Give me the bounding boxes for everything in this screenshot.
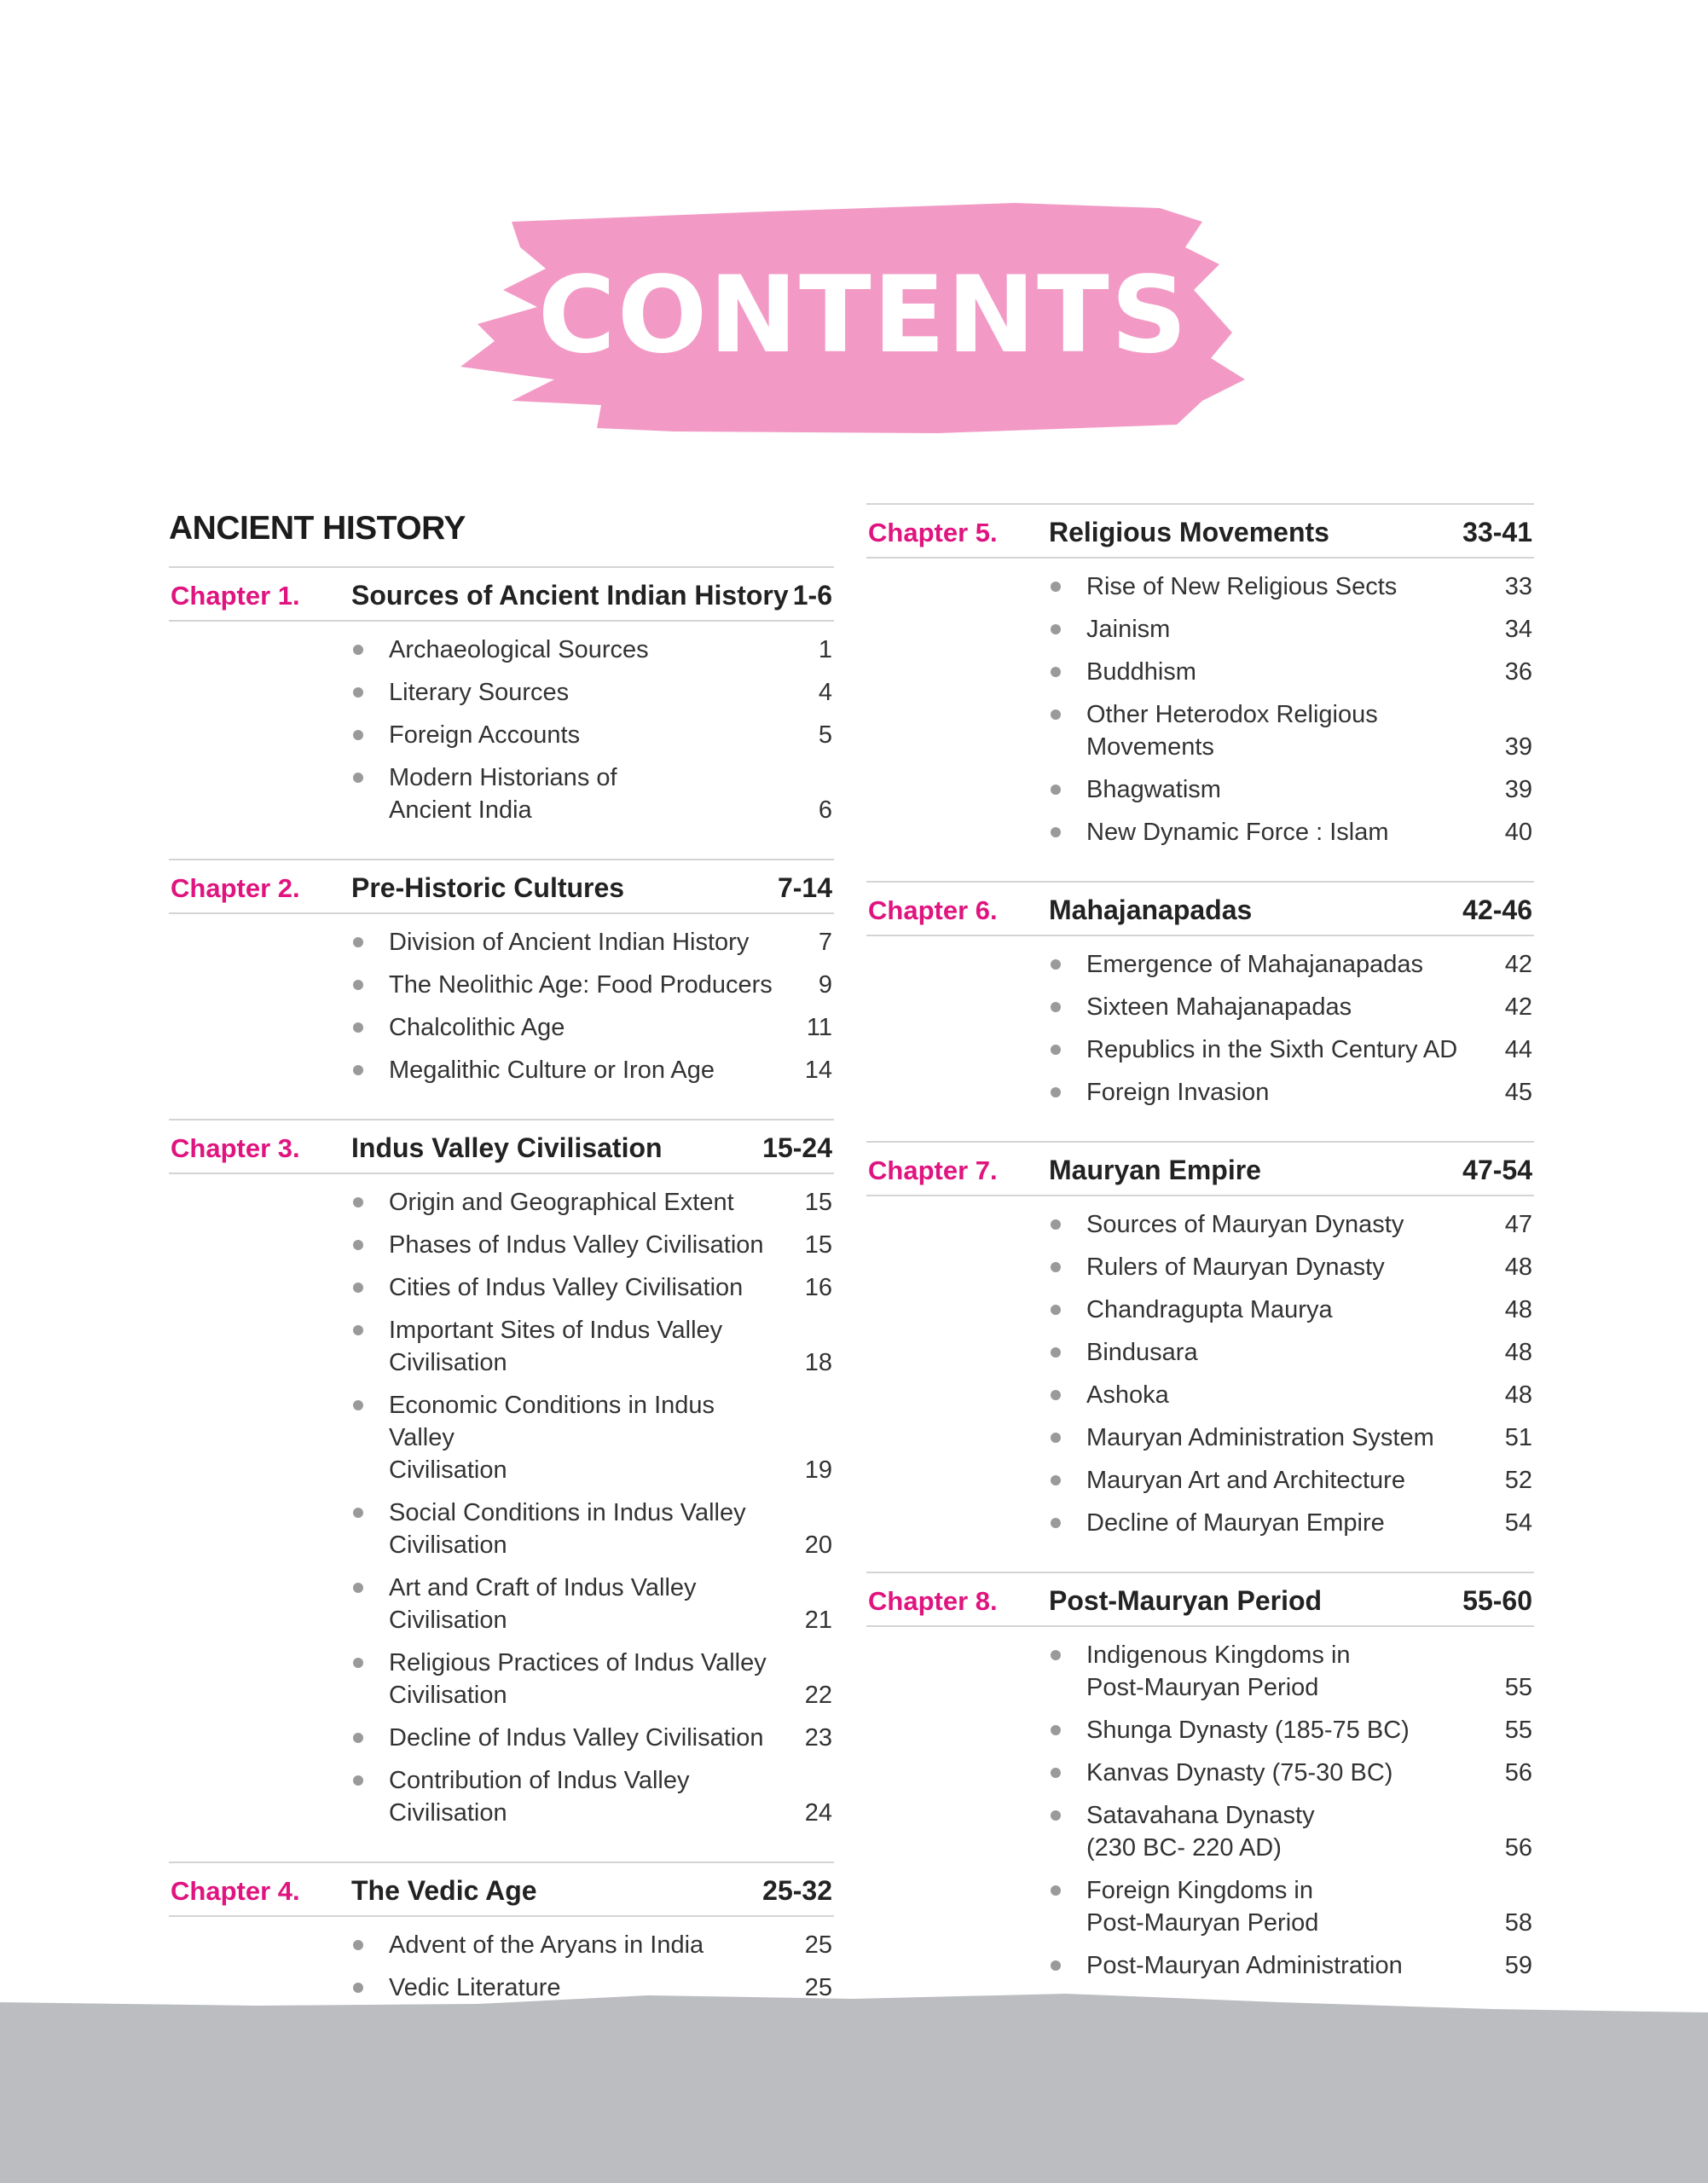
chapter-page-range: 15-24: [762, 1132, 832, 1163]
topic-text: Modern Historians of Ancient India: [389, 764, 617, 824]
topic-item[interactable]: [169, 1225, 834, 1268]
bullet-icon: [353, 980, 363, 990]
topic-item[interactable]: [866, 1205, 1534, 1248]
bullet-icon: [353, 1240, 363, 1250]
topic-item[interactable]: [169, 1051, 834, 1093]
topic-page-number: 25: [804, 1974, 832, 2001]
topic-text: Sixteen Mahajanapadas: [1086, 993, 1352, 1021]
topic-text: Advent of the Aryans in India: [389, 1931, 704, 1959]
bullet-icon: [1051, 1305, 1061, 1315]
topic-page-number: 39: [1504, 776, 1532, 803]
bullet-icon: [1051, 1810, 1061, 1821]
topic-text: Literary Sources: [389, 679, 570, 706]
topic-item[interactable]: [866, 1248, 1534, 1290]
bullet-icon: [353, 1775, 363, 1786]
topic-page-number: 15: [804, 1189, 832, 1216]
topic-page-number: 54: [1504, 1509, 1532, 1537]
topic-page-number: 48: [1504, 1381, 1532, 1409]
chapter-title: Mauryan Empire: [1049, 1155, 1261, 1185]
topic-item[interactable]: [866, 1711, 1534, 1753]
topic-list: [866, 945, 1534, 1115]
topic-item[interactable]: [169, 1643, 834, 1718]
topic-page-number: 21: [804, 1607, 832, 1634]
topic-item[interactable]: [169, 1386, 834, 1493]
topic-text: Jainism: [1086, 616, 1171, 643]
chapter-block: [866, 1572, 1534, 2014]
topic-text: Republics in the Sixth Century AD: [1086, 1036, 1458, 1063]
topic-text: Economic Conditions in Indus Valley Civilisation: [389, 1392, 715, 1484]
footer-brush-shape: [0, 1987, 1708, 2183]
topic-list: [169, 630, 834, 833]
bullet-icon: [1051, 667, 1061, 677]
topic-list: [866, 1636, 1534, 1989]
topic-page-number: 36: [1504, 658, 1532, 686]
topic-text: Contribution of Indus Valley Civilisation: [389, 1767, 690, 1827]
topic-item[interactable]: [866, 987, 1534, 1030]
topic-item[interactable]: [169, 630, 834, 673]
bullet-icon: [1051, 1347, 1061, 1358]
topic-text: Religious Practices of Indus Valley Civilisation: [389, 1649, 767, 1709]
topic-page-number: 51: [1504, 1424, 1532, 1451]
topic-text: Social Conditions in Indus Valley Civilisation: [389, 1499, 746, 1559]
topic-item[interactable]: [866, 770, 1534, 813]
topic-page-number: 15: [804, 1231, 832, 1259]
chapter-page-range: 25-32: [762, 1875, 832, 1906]
chapter-label: Chapter 6.: [868, 895, 998, 925]
topic-page-number: 58: [1504, 1909, 1532, 1937]
topic-page-number: 48: [1504, 1339, 1532, 1366]
topic-page-number: 45: [1504, 1079, 1532, 1106]
bullet-icon: [1051, 827, 1061, 837]
topic-page-number: 19: [804, 1456, 832, 1484]
topic-text: Kanvas Dynasty (75-30 BC): [1086, 1759, 1393, 1786]
chapter-title: Sources of Ancient Indian History: [351, 580, 789, 611]
topic-page-number: 16: [804, 1274, 832, 1301]
bullet-icon: [353, 1022, 363, 1033]
topic-text: Art and Craft of Indus Valley Civilisation: [389, 1574, 697, 1634]
bullet-icon: [353, 1325, 363, 1335]
topic-item[interactable]: [866, 1375, 1534, 1418]
topic-text: Buddhism: [1086, 658, 1196, 686]
bullet-icon: [1051, 582, 1061, 592]
topic-text: Mauryan Art and Architecture: [1086, 1467, 1405, 1494]
bullet-icon: [1051, 785, 1061, 795]
topic-item[interactable]: [169, 673, 834, 715]
chapter-title: The Vedic Age: [351, 1875, 537, 1906]
topic-page-number: 18: [804, 1349, 832, 1376]
chapter-page-range: 55-60: [1462, 1585, 1532, 1616]
chapter-title: Post-Mauryan Period: [1049, 1585, 1323, 1616]
topic-item[interactable]: [169, 758, 834, 833]
bullet-icon: [353, 687, 363, 698]
bullet-icon: [353, 1197, 363, 1207]
topic-text: Cities of Indus Valley Civilisation: [389, 1274, 744, 1301]
chapter-label: Chapter 1.: [171, 581, 300, 611]
chapter-heading-row[interactable]: [866, 881, 1534, 936]
topic-item[interactable]: [169, 1183, 834, 1225]
topic-page-number: 34: [1504, 616, 1532, 643]
topic-text: New Dynamic Force : Islam: [1086, 819, 1389, 846]
chapter-page-range: 42-46: [1462, 895, 1532, 925]
chapter-block: [866, 1141, 1534, 1572]
toc-left-column: [169, 503, 834, 2122]
topic-text: Sources of Mauryan Dynasty: [1086, 1211, 1404, 1238]
topic-page-number: 33: [1504, 573, 1532, 600]
bullet-icon: [1051, 1960, 1061, 1971]
chapter-heading-row[interactable]: [169, 859, 834, 914]
chapter-label: Chapter 5.: [868, 518, 998, 547]
topic-text: Vedic Literature: [389, 1974, 561, 2001]
chapter-heading-row[interactable]: [169, 1119, 834, 1174]
topic-text: Ashoka: [1086, 1381, 1169, 1409]
topic-page-number: 20: [804, 1532, 832, 1559]
bullet-icon: [353, 773, 363, 783]
topic-page-number: 47: [1504, 1211, 1532, 1238]
chapter-label: Chapter 8.: [868, 1586, 998, 1616]
topic-text: Important Sites of Indus Valley Civilisation: [389, 1317, 723, 1376]
topic-item[interactable]: [169, 1008, 834, 1051]
bullet-icon: [353, 1283, 363, 1293]
topic-text: The Neolithic Age: Food Producers: [389, 971, 773, 999]
toc-right-column: [866, 503, 1534, 2014]
section-heading: ANCIENT HISTORY: [169, 510, 466, 547]
topic-item[interactable]: [866, 1073, 1534, 1115]
bullet-icon: [1051, 1087, 1061, 1097]
topic-text: Bhagwatism: [1086, 776, 1221, 803]
topic-item[interactable]: [169, 1493, 834, 1568]
topic-item[interactable]: [866, 652, 1534, 695]
page-title: CONTENTS: [537, 254, 1190, 377]
topic-text: Rise of New Religious Sects: [1086, 573, 1398, 600]
topic-page-number: 5: [818, 721, 832, 749]
bullet-icon: [1051, 1475, 1061, 1485]
bullet-icon: [353, 1400, 363, 1410]
bullet-icon: [353, 645, 363, 655]
topic-page-number: 22: [804, 1682, 832, 1709]
bullet-icon: [1051, 624, 1061, 634]
topic-page-number: 48: [1504, 1254, 1532, 1281]
topic-page-number: 59: [1504, 1952, 1532, 1979]
bullet-icon: [353, 1508, 363, 1518]
bullet-icon: [353, 1583, 363, 1593]
chapter-page-range: 7-14: [777, 872, 832, 903]
topic-item[interactable]: [169, 1311, 834, 1386]
bullet-icon: [1051, 1262, 1061, 1272]
bullet-icon: [1051, 1390, 1061, 1400]
topic-text: Megalithic Culture or Iron Age: [389, 1057, 715, 1084]
bullet-icon: [1051, 1518, 1061, 1528]
topic-text: Decline of Indus Valley Civilisation: [389, 1724, 764, 1752]
topic-page-number: 11: [806, 1014, 832, 1041]
topic-text: Indigenous Kingdoms in Post-Mauryan Period: [1086, 1642, 1351, 1701]
topic-item[interactable]: [866, 1290, 1534, 1333]
bullet-icon: [353, 937, 363, 947]
topic-text: Rulers of Mauryan Dynasty: [1086, 1254, 1385, 1281]
topic-text: Other Heterodox Religious Movements: [1086, 701, 1378, 761]
bullet-icon: [353, 1940, 363, 1950]
bullet-icon: [1051, 1045, 1061, 1055]
bullet-icon: [353, 1733, 363, 1743]
topic-text: Emergence of Mahajanapadas: [1086, 951, 1423, 978]
topic-page-number: 42: [1504, 951, 1532, 978]
topic-text: Shunga Dynasty (185-75 BC): [1086, 1717, 1410, 1744]
topic-list: [866, 567, 1534, 855]
topic-item[interactable]: [866, 1030, 1534, 1073]
topic-item[interactable]: [169, 1925, 834, 1968]
topic-page-number: 44: [1504, 1036, 1532, 1063]
topic-page-number: 55: [1504, 1717, 1532, 1744]
topic-item[interactable]: [169, 1761, 834, 1836]
topic-text: Post-Mauryan Administration: [1086, 1952, 1403, 1979]
chapter-title: Indus Valley Civilisation: [351, 1132, 663, 1163]
chapter-label: Chapter 4.: [171, 1876, 300, 1906]
bullet-icon: [353, 1658, 363, 1668]
topic-item[interactable]: [169, 715, 834, 758]
topic-item[interactable]: [866, 1461, 1534, 1503]
topic-text: Satavahana Dynasty (230 BC- 220 AD): [1086, 1802, 1315, 1862]
topic-page-number: 56: [1504, 1834, 1532, 1862]
topic-list: [169, 1183, 834, 1836]
topic-item[interactable]: [169, 923, 834, 965]
bullet-icon: [1051, 1768, 1061, 1778]
bullet-icon: [1051, 1433, 1061, 1443]
chapter-heading-row[interactable]: [866, 503, 1534, 559]
topic-page-number: 40: [1504, 819, 1532, 846]
topic-text: Phases of Indus Valley Civilisation: [389, 1231, 764, 1259]
chapter-block: [866, 881, 1534, 1141]
topic-text: Foreign Invasion: [1086, 1079, 1270, 1106]
topic-item[interactable]: [866, 1871, 1534, 1946]
chapter-label: Chapter 2.: [171, 873, 300, 903]
bullet-icon: [1051, 1885, 1061, 1896]
topic-text: Division of Ancient Indian History: [389, 929, 750, 956]
topic-item[interactable]: [866, 567, 1534, 610]
topic-item[interactable]: [866, 813, 1534, 855]
topic-item[interactable]: [866, 1418, 1534, 1461]
topic-text: Decline of Mauryan Empire: [1086, 1509, 1385, 1537]
topic-page-number: 14: [804, 1057, 832, 1084]
topic-item[interactable]: [866, 1636, 1534, 1711]
topic-text: Foreign Kingdoms in Post-Mauryan Period: [1086, 1877, 1319, 1937]
topic-page-number: 6: [818, 796, 832, 824]
chapter-heading-row[interactable]: [169, 566, 834, 622]
topic-item[interactable]: [169, 1718, 834, 1761]
topic-page-number: 39: [1504, 733, 1532, 761]
topic-page-number: 52: [1504, 1467, 1532, 1494]
topic-page-number: 25: [804, 1931, 832, 1959]
topic-text: Bindusara: [1086, 1339, 1198, 1366]
topic-list: [866, 1205, 1534, 1546]
topic-item[interactable]: [866, 1796, 1534, 1871]
chapter-heading-row[interactable]: [866, 1141, 1534, 1196]
chapter-heading-row[interactable]: [866, 1572, 1534, 1627]
topic-item[interactable]: [169, 1268, 834, 1311]
chapter-block: [169, 1119, 834, 1862]
bullet-icon: [1051, 1725, 1061, 1735]
topic-page-number: 55: [1504, 1674, 1532, 1701]
topic-item[interactable]: [169, 1568, 834, 1643]
chapter-title: Religious Movements: [1049, 517, 1329, 547]
topic-page-number: 1: [818, 636, 832, 663]
chapter-label: Chapter 7.: [868, 1155, 998, 1185]
topic-text: Foreign Accounts: [389, 721, 581, 749]
topic-text: Chalcolithic Age: [389, 1014, 565, 1041]
chapter-title: Mahajanapadas: [1049, 895, 1253, 925]
chapter-title: Pre-Historic Cultures: [351, 872, 625, 903]
topic-page-number: 23: [804, 1724, 832, 1752]
chapter-page-range: 33-41: [1462, 517, 1532, 547]
bullet-icon: [1051, 959, 1061, 970]
chapter-block: [169, 859, 834, 1119]
topic-item[interactable]: [866, 945, 1534, 987]
topic-list: [169, 923, 834, 1093]
topic-item[interactable]: [169, 965, 834, 1008]
topic-text: Archaeological Sources: [389, 636, 649, 663]
topic-text: Origin and Geographical Extent: [389, 1189, 734, 1216]
chapter-page-range: 47-54: [1462, 1155, 1532, 1185]
topic-page-number: 24: [804, 1799, 832, 1827]
chapter-page-range: 1-6: [792, 580, 832, 611]
bullet-icon: [1051, 1002, 1061, 1012]
topic-page-number: 56: [1504, 1759, 1532, 1786]
bullet-icon: [1051, 1219, 1061, 1230]
topic-page-number: 48: [1504, 1296, 1532, 1323]
topic-item[interactable]: [866, 1333, 1534, 1375]
bullet-icon: [353, 1065, 363, 1075]
topic-item[interactable]: [866, 1946, 1534, 1989]
topic-item[interactable]: [866, 1753, 1534, 1796]
bullet-icon: [353, 730, 363, 740]
topic-page-number: 42: [1504, 993, 1532, 1021]
contents-banner: [460, 196, 1266, 435]
bullet-icon: [1051, 709, 1061, 720]
topic-text: Chandragupta Maurya: [1086, 1296, 1333, 1323]
chapter-block: [169, 566, 834, 859]
footer-brush-band: [0, 1987, 1708, 2183]
chapter-heading-row[interactable]: [169, 1862, 834, 1917]
topic-page-number: 7: [818, 929, 832, 956]
chapter-block: [866, 503, 1534, 881]
topic-item[interactable]: [866, 695, 1534, 770]
topic-item[interactable]: [866, 1503, 1534, 1546]
topic-text: Mauryan Administration System: [1086, 1424, 1434, 1451]
chapter-label: Chapter 3.: [171, 1133, 300, 1163]
topic-page-number: 9: [818, 971, 832, 999]
topic-item[interactable]: [866, 610, 1534, 652]
topic-page-number: 4: [818, 679, 832, 706]
bullet-icon: [1051, 1650, 1061, 1660]
